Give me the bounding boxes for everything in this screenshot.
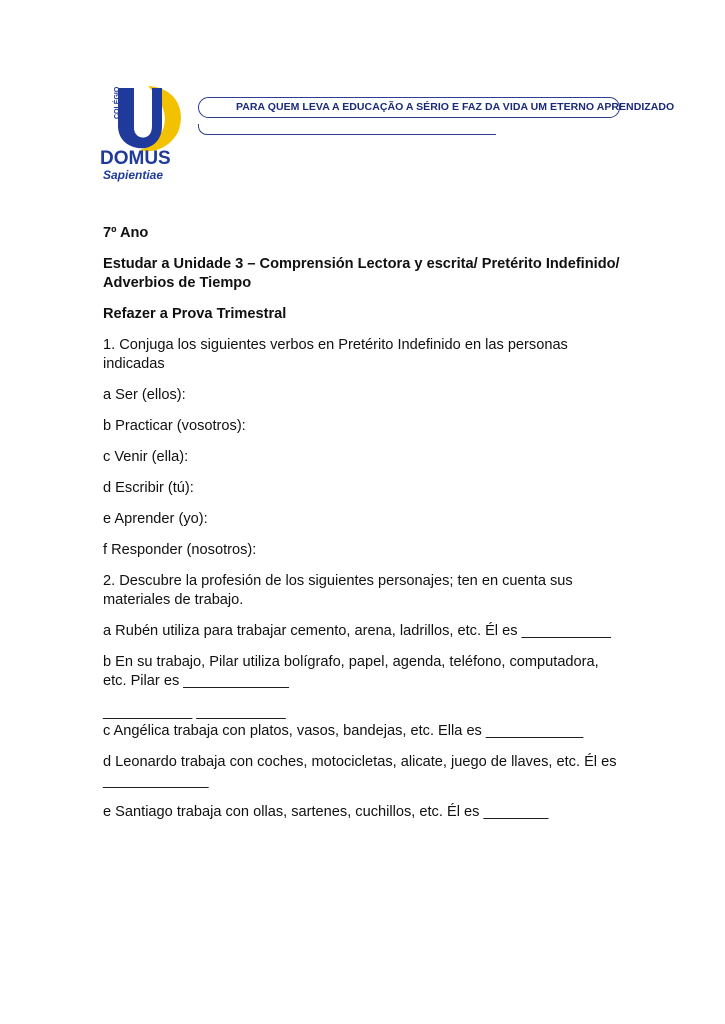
q1-item-b: b Practicar (vosotros): — [103, 418, 246, 434]
q2-item-b-line-1: b En su trabajo, Pilar utiliza bolígrafo, papel, agenda, teléfono, computadora, — [103, 654, 599, 670]
q1-item-d: d Escribir (tú): — [103, 480, 194, 496]
logo-sub-text: Sapientiae — [103, 168, 164, 182]
study-line-2: Adverbios de Tiempo — [103, 275, 252, 291]
grade-heading: 7º Ano — [103, 225, 149, 241]
q1-item-f: f Responder (nosotros): — [103, 542, 257, 558]
logo-vertical-text: COLÉGIO — [114, 86, 121, 119]
q2-item-b-line-2: etc. Pilar es _____________ — [103, 673, 289, 689]
q1-item-c: c Venir (ella): — [103, 449, 189, 465]
q2-prompt-line-1: 2. Descubre la profesión de los siguientes personajes; ten en cuenta sus — [103, 573, 573, 589]
q1-item-e: e Aprender (yo): — [103, 511, 208, 527]
q2-item-a: a Rubén utiliza para trabajar cemento, arena, ladrillos, etc. Él es ___________ — [103, 623, 611, 639]
logo-blue-u — [118, 88, 162, 148]
q2-blank-lines: ___________ ___________ — [103, 704, 286, 720]
q1-prompt-line-1: 1. Conjuga los siguientes verbos en Pretérito Indefinido en las personas — [103, 337, 568, 353]
q2-prompt-line-2: materiales de trabajo. — [103, 592, 244, 608]
document-body — [103, 224, 633, 822]
q1-prompt-line-2: indicadas — [103, 356, 165, 372]
q2-item-d-line-2: _____________ — [103, 773, 209, 789]
study-line-1: Estudar a Unidade 3 – Comprensión Lectora y escrita/ Pretérito Indefinido/ — [103, 256, 620, 272]
q2-item-d-line-1: d Leonardo trabaja con coches, motocicletas, alicate, juego de llaves, etc. Él es — [103, 754, 617, 770]
tagline-lower-frame — [198, 124, 496, 135]
redo-heading: Refazer a Prova Trimestral — [103, 306, 287, 322]
q2-item-e: e Santiago trabaja con ollas, sartenes, cuchillos, etc. Él es ________ — [103, 804, 549, 820]
q2-item-c: c Angélica trabaja con platos, vasos, bandejas, etc. Ella es ____________ — [103, 723, 584, 739]
tagline-text: PARA QUEM LEVA A EDUCAÇÃO A SÉRIO E FAZ DA VIDA UM ETERNO APRENDIZADO — [236, 101, 675, 113]
logo-brand-text: DOMUS — [100, 148, 171, 169]
school-logo — [100, 84, 190, 184]
q1-item-a: a Ser (ellos): — [103, 387, 186, 403]
